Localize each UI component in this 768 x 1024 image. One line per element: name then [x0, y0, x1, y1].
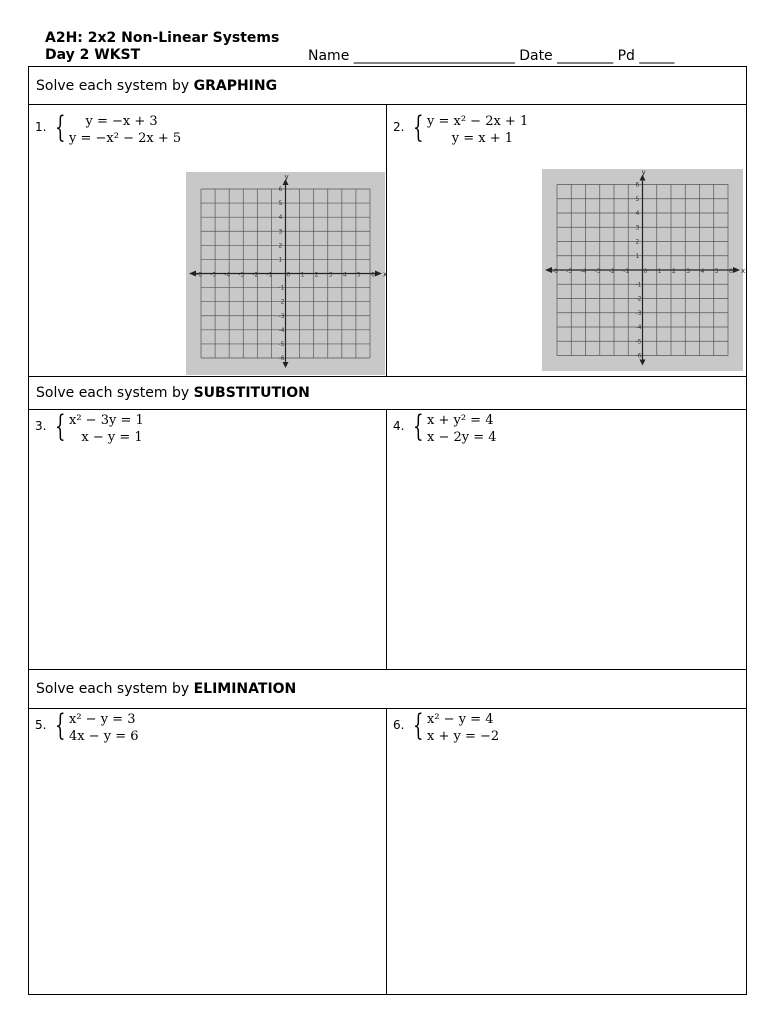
- y-tick-label: -3: [635, 309, 642, 317]
- y-tick-label: -4: [635, 324, 642, 331]
- y-tick-label: -4: [278, 326, 285, 334]
- brace-icon: {: [413, 708, 424, 743]
- equation: y = −x² − 2x + 5: [69, 131, 182, 146]
- elimination-row: [29, 709, 746, 994]
- x-tick-label: 0: [643, 268, 648, 275]
- y-tick-label: -1: [635, 281, 642, 289]
- section-instruction: Solve each system by SUBSTITUTION: [36, 385, 310, 401]
- problem-number: 6.: [393, 718, 405, 732]
- y-tick-label: -5: [635, 338, 642, 346]
- y-tick-label: -1: [278, 284, 285, 292]
- x-tick-label: -2: [609, 268, 615, 275]
- brace-icon: {: [55, 409, 66, 444]
- x-axis-label: x: [383, 270, 388, 279]
- y-tick-label: -5: [278, 340, 285, 348]
- x-tick-label: -4: [580, 268, 587, 275]
- brace-icon: {: [55, 708, 66, 743]
- y-tick-label: 6: [635, 181, 640, 189]
- x-tick-label: 1: [657, 268, 662, 275]
- brace-icon: {: [55, 110, 66, 145]
- y-tick-label: -3: [278, 312, 285, 320]
- problem-number: 1.: [35, 120, 47, 134]
- x-tick-label: -4: [224, 271, 231, 279]
- y-tick-label: -6: [278, 355, 285, 362]
- worksheet-subtitle: Day 2 WKST: [45, 47, 141, 63]
- y-tick-label: -6: [635, 352, 642, 360]
- y-tick-label: 1: [635, 252, 640, 260]
- equation: x² − y = 3: [69, 712, 136, 727]
- x-tick-label: -6: [196, 271, 202, 279]
- y-tick-label: 5: [278, 200, 283, 208]
- brace-icon: {: [413, 110, 424, 145]
- x-tick-label: 6: [729, 268, 733, 275]
- worksheet-table: [28, 66, 747, 995]
- problem-number: 3.: [35, 419, 47, 433]
- equation: x − y = 1: [69, 430, 143, 445]
- y-tick-label: -2: [635, 295, 642, 303]
- equation: x + y² = 4: [427, 413, 494, 428]
- equation: x + y = −2: [427, 729, 500, 744]
- x-tick-label: 0: [286, 271, 291, 279]
- y-axis-arrow-icon: [283, 362, 289, 368]
- x-tick-label: 5: [356, 271, 361, 279]
- x-tick-label: 4: [700, 268, 705, 275]
- x-tick-label: 2: [672, 268, 676, 275]
- x-tick-label: 3: [686, 268, 691, 275]
- problem-1-cell[interactable]: [29, 105, 387, 376]
- y-axis-arrow-icon: [640, 360, 646, 366]
- coordinate-grid[interactable]: [186, 172, 388, 375]
- equation-system: [427, 711, 499, 745]
- section-header-substitution: [29, 377, 746, 410]
- y-tick-label: 3: [635, 224, 640, 232]
- equation-system: [69, 711, 139, 745]
- y-axis-label: y: [284, 173, 289, 181]
- equation-system: [427, 113, 528, 147]
- equation: y = x² − 2x + 1: [427, 114, 529, 129]
- equation: x² − y = 4: [427, 712, 494, 727]
- brace-icon: {: [413, 409, 424, 444]
- y-tick-label: 1: [278, 256, 283, 264]
- equation-system: [427, 412, 497, 446]
- y-tick-label: 4: [278, 214, 283, 222]
- y-tick-label: 3: [278, 228, 283, 236]
- x-tick-label: -1: [623, 268, 630, 275]
- coordinate-grid[interactable]: [542, 168, 746, 371]
- graphing-row: [29, 105, 746, 377]
- problem-6-cell[interactable]: [387, 709, 746, 994]
- section-instruction: Solve each system by GRAPHING: [36, 78, 278, 94]
- x-axis-arrow-icon: [733, 267, 740, 273]
- x-tick-label: -6: [552, 268, 558, 275]
- equation: x² − 3y = 1: [69, 413, 144, 428]
- y-tick-label: 2: [278, 242, 283, 250]
- y-tick-label: 2: [635, 238, 640, 246]
- y-tick-label: 6: [278, 186, 283, 193]
- x-axis-arrow-icon: [189, 271, 196, 277]
- x-tick-label: -5: [566, 268, 573, 275]
- problem-number: 5.: [35, 718, 47, 732]
- x-tick-label: -3: [238, 271, 245, 279]
- equation: 4x − y = 6: [69, 729, 139, 744]
- x-tick-label: 2: [314, 271, 319, 279]
- x-tick-label: 1: [300, 271, 305, 279]
- x-tick-label: -2: [252, 271, 259, 279]
- y-axis-label: y: [641, 168, 646, 177]
- equation-system: [69, 412, 144, 446]
- problem-2-cell[interactable]: [387, 105, 746, 376]
- worksheet-title: A2H: 2x2 Non-Linear Systems: [45, 30, 280, 46]
- problem-number: 2.: [393, 120, 405, 134]
- x-tick-label: 6: [371, 271, 375, 279]
- x-axis-arrow-icon: [375, 271, 382, 277]
- section-header-elimination: [29, 670, 746, 709]
- y-tick-label: 4: [635, 210, 640, 217]
- name-date-period-fields[interactable]: Name _______________________ Date ________ Pd _____: [308, 48, 675, 64]
- substitution-row: [29, 410, 746, 670]
- problem-number: 4.: [393, 419, 405, 433]
- problem-4-cell[interactable]: [387, 410, 746, 669]
- y-tick-label: 5: [635, 195, 640, 203]
- x-tick-label: -3: [594, 268, 601, 275]
- x-axis-label: x: [741, 267, 746, 275]
- y-tick-label: -2: [278, 298, 285, 306]
- section-instruction: Solve each system by ELIMINATION: [36, 681, 297, 697]
- x-tick-label: 5: [714, 268, 719, 275]
- x-tick-label: 3: [328, 271, 333, 279]
- equation: x − 2y = 4: [427, 430, 497, 445]
- equation: y = −x + 3: [69, 114, 158, 129]
- section-header-graphing: [29, 67, 746, 105]
- equation: y = x + 1: [427, 131, 514, 146]
- x-tick-label: 4: [342, 271, 347, 279]
- equation-system: [69, 113, 181, 147]
- problem-5-cell[interactable]: [29, 709, 387, 994]
- x-axis-arrow-icon: [545, 267, 552, 273]
- x-tick-label: -5: [210, 271, 217, 279]
- problem-3-cell[interactable]: [29, 410, 387, 669]
- x-tick-label: -1: [266, 271, 273, 279]
